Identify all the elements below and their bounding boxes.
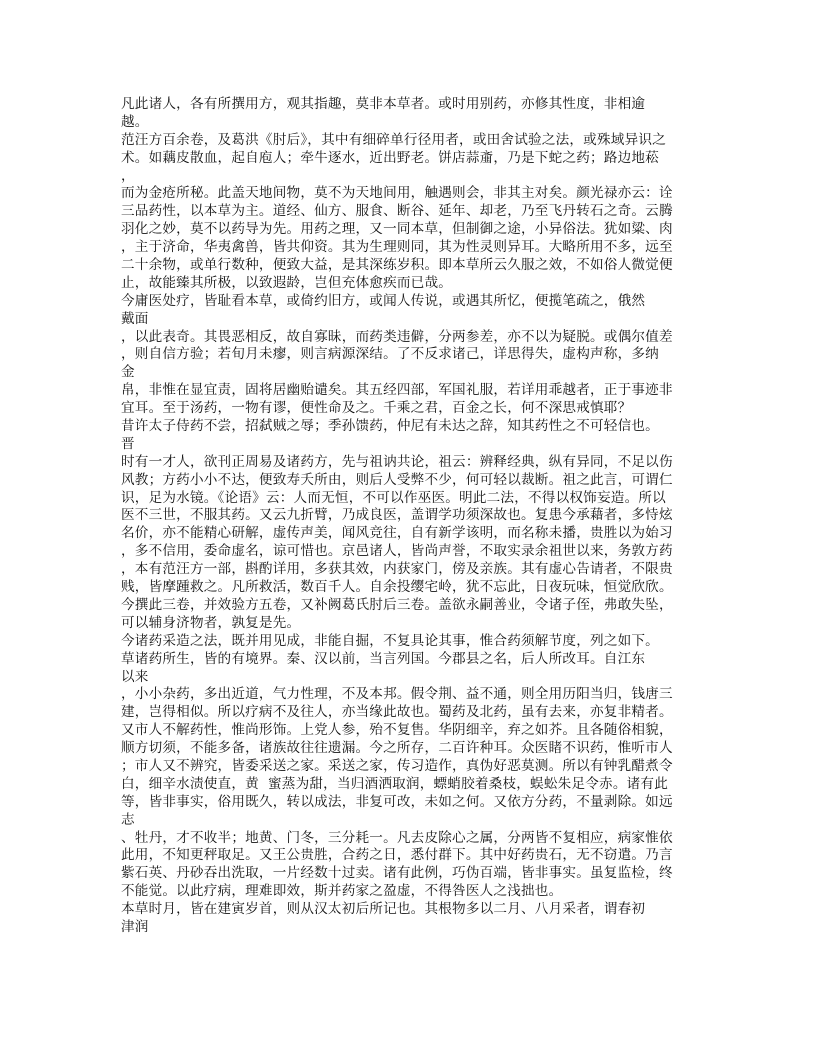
text-line: ，多不信用，委命虚名，谅可惜也。京邑诸人，皆尚声誉，不取实录余祖世以来，务敦方药: [121, 543, 673, 560]
text-line: 术。如藕皮散血，起自庖人；牵牛逐水，近出野老。饼店蒜齑，乃是下蛇之药；路边地菘: [121, 149, 659, 166]
text-line: 止，故能臻其所极，以致遐龄，岂但充体愈疾而已哉。: [121, 274, 453, 291]
text-line: 津润: [121, 918, 149, 935]
text-line: ，主于济命，华夷禽兽，皆共仰资。其为生理则同，其为性灵则异耳。大略所用不多，远至: [121, 239, 673, 256]
text-line: 、牡丹，才不收半；地黄、门冬，三分耗一。凡去皮除心之属，分两皆不复相应，病家惟依: [121, 829, 673, 846]
text-line: 识，足为水镜。《论语》云：人而无恒，不可以作巫医。明此二法，不得以权饰妄造。所以: [121, 489, 666, 506]
text-line: 二十余物，或单行数种，便致大益，是其深练岁积。即本草所云久服之效，不如俗人微觉便: [121, 257, 673, 274]
text-line: 又市人不解药性，惟尚形饰。上党人参，殆不复售。华阴细辛，弃之如芥。且各随俗相貌，: [121, 722, 673, 739]
text-line: 贱，皆摩踵救之。凡所救活，数百千人。自余投缨宅岭，犹不忘此，日夜玩味，恒觉欣欣。: [121, 579, 673, 596]
text-line: 羽化之妙，莫不以药导为先。用药之理，又一同本草，但制御之途，小异俗法。犹如粱、肉: [121, 221, 673, 238]
text-line: ；市人又不辨究，皆委采送之家。采送之家，传习造作，真伪好恶莫测。所以有钟乳醋煮令: [121, 757, 673, 774]
text-line: 等，皆非事实，俗用既久，转以成法，非复可改，未如之何。又依方分药，不量剥除。如远: [121, 793, 673, 810]
text-line: 越。: [121, 113, 149, 130]
text-line: 此用，不知更秤取足。又王公贵胜，合药之日，悉付群下。其中好药贵石，无不窃遣。乃言: [121, 847, 673, 864]
text-line: ，小小杂药，多出近道，气力性理，不及本邦。假令荆、益不通，则全用历阳当归，钱唐三: [121, 686, 673, 703]
text-line: 三品药性，以本草为主。道经、仙方、服食、断谷、延年、却老，乃至飞丹转石之奇。云腾: [121, 203, 673, 220]
text-line: 今撰此三卷，并效验方五卷，又补阙葛氏肘后三卷。盖欲永嗣善业，令诸子侄，弗敢失坠，: [121, 596, 673, 613]
text-line: 风教；方药小小不达，便致寿夭所由，则后人受弊不少，何可轻以裁断。祖之此言，可谓仁: [121, 471, 673, 488]
text-line: 凡此诸人，各有所撰用方，观其指趣，莫非本草者。或时用别药，亦修其性度，非相逾: [121, 96, 646, 112]
text-line: 可以辅身济物者，孰复是先。: [121, 614, 301, 631]
text-line: 晋: [121, 435, 135, 452]
text-line: 草诸药所生，皆的有境界。秦、汉以前，当言列国。今郡县之名，后人所改耳。自江东: [121, 650, 646, 667]
text-line: 范汪方百余卷，及葛洪《肘后》，其中有细碎单行径用者，或田舍试验之法，或殊域异识之: [121, 131, 666, 148]
text-line: 本草时月，皆在建寅岁首，则从汉太初后所记也。其根物多以二月、八月采者，谓春初: [121, 901, 646, 918]
text-line: ，以此表奇。其畏恶相反，故自寡昧，而药类违僻，分两参差，亦不以为疑脱。或偶尔值差: [121, 328, 673, 345]
text-line: 戴面: [121, 310, 149, 327]
text-line: 志: [121, 811, 135, 828]
document-page: [121, 96, 701, 937]
text-line: 紫石英、丹砂吞出洗取，一片经数十过卖。诸有此例，巧伪百端，皆非事实。虽复监检，终: [121, 865, 673, 882]
text-line: 今诸药采造之法，既并用见成，非能自掘，不复具论其事，惟合药须解节度，列之如下。: [121, 632, 659, 649]
text-line: 金: [121, 364, 135, 381]
text-line: 时有一才人，欲刊正周易及诸药方，先与祖讷共论，祖云：辨释经典，纵有异同，不足以伤: [121, 453, 673, 470]
text-line: 昔许太子侍药不尝，招弑贼之辱；季孙馈药，仲尼有未达之辞，知其药性之不可轻信也。: [121, 418, 659, 435]
text-line: ，则自信方验；若旬月未瘳，则言病源深结。了不反求诸己，详思得失，虚构声称，多纳: [121, 346, 659, 363]
text-line: 名价，亦不能精心研解，虚传声美，闻风竞往，自有新学该明，而名称未播，贵胜以为始习: [121, 525, 673, 542]
text-line: 不能觉。以此疗病，理难即效，斯并药家之盈虚，不得咎医人之浅拙也。: [121, 883, 563, 900]
text-line: 以来: [121, 668, 149, 685]
text-line: ，: [121, 167, 135, 184]
text-line: 今庸医处疗，皆耻看本草，或倚约旧方，或闻人传说，或遇其所忆，便揽笔疏之，俄然: [121, 292, 646, 309]
text-line: ，本有范汪方一部，斟酌详用，多获其效，内获家门，傍及亲族。其有虚心告请者，不限贵: [121, 561, 673, 578]
text-line: 顺方切须，不能多备，诸族故往往遗漏。今之所存，二百许种耳。众医睹不识药，惟听市人: [121, 740, 673, 757]
text-line: 而为金疮所秘。此盖天地间物，莫不为天地间用，触遇则会，非其主对矣。颜光禄亦云：诠: [121, 185, 673, 202]
text-line: 宜耳。至于汤药，一物有谬，便性命及之。千乘之君，百金之长，何不深思戒慎耶？: [121, 400, 632, 417]
text-line: 医不三世，不服其药。又云九折臂，乃成良医，盖谓学功须深故也。复患今承藉者，多恃炫: [121, 507, 673, 524]
text-line: 帛，非惟在显宜责，固将居幽贻谴矣。其五经四部，军国礼服，若详用乖越者，正于事迹非: [121, 382, 673, 399]
text-line: 建，岂得相似。所以疗病不及往人，亦当缘此故也。蜀药及北药，虽有去来，亦复非精者。: [121, 704, 673, 721]
text-line: 白，细辛水渍使直，黄 蜜蒸为甜，当归酒洒取润，螵蛸胶着桑枝，蜈蚣朱足令赤。诸有此: [121, 775, 668, 792]
